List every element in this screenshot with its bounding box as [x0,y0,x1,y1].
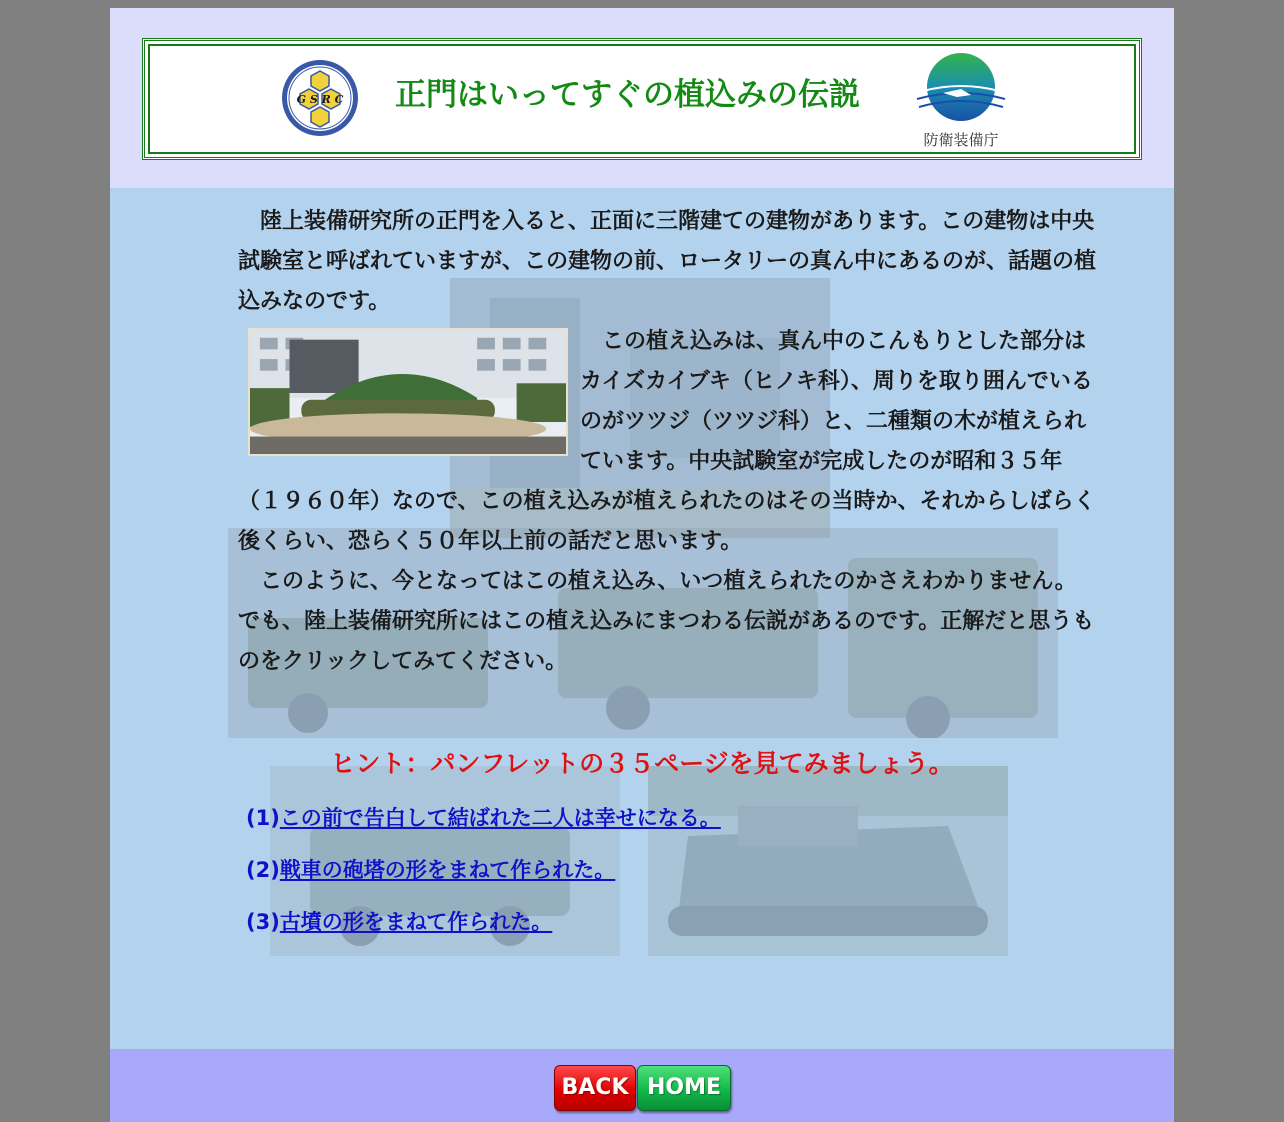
option-1-link[interactable]: この前で告白して結ばれた二人は幸せになる。 [279,806,721,830]
question-paragraph: このように、今となってはこの植え込み、いつ植えられたのかさえわかりません。でも、陸上装備研究所にはこの植え込みにまつわる伝説があるのです。正解だと思うものをクリックしてみてください。 [238,569,1095,674]
option-3-number: (3) [246,910,280,934]
option-1 [246,802,721,832]
header-box [142,38,1142,160]
back-button[interactable]: BACK [554,1065,636,1111]
option-3 [246,906,552,936]
option-2-link[interactable]: 戦車の砲塔の形をまねて作られた。 [279,858,616,882]
atla-logo-label: 防衛装備庁 [923,131,999,149]
option-2 [246,854,615,884]
gsrc-logo-icon [281,59,359,137]
hint-text: ヒント：パンフレットの３５ページを見てみましょう。 [330,749,954,778]
shrub-rotary-photo [248,328,568,456]
page-title: 正門はいってすぐの植込みの伝説 [395,77,860,113]
main-content [238,202,1098,682]
atla-globe-logo-icon [913,51,1009,125]
background-tank-photo [648,766,1008,956]
home-button[interactable]: HOME [637,1065,731,1111]
page [110,8,1174,1122]
option-2-number: (2) [246,858,280,882]
gsrc-logo-text: G S R C [296,93,344,106]
intro-paragraph: 陸上装備研究所の正門を入ると、正面に三階建ての建物があります。この建物は中央試験室と呼ばれていますが、この建物の前、ロータリーの真ん中にあるのが、話題の植込みなのです。 [238,209,1097,314]
header-band [110,8,1174,188]
description-paragraph: この植え込みは、真ん中のこんもりとした部分はカイズカイブキ（ヒノキ科）、周りを取り囲んでいるのがツツジ（ツツジ科）と、二種類の木が植えられています。中央試験室が完成したのが昭和３５年（１９６０年）なので、この植え込みが植えられたのはその当時か、それからしばらく後くらい、恐らく５０年以上前の話だと思います。 [238,329,1096,554]
option-1-number: (1) [246,806,280,830]
option-3-link[interactable]: 古墳の形をまねて作られた。 [279,910,553,934]
footer-band [110,1049,1174,1122]
